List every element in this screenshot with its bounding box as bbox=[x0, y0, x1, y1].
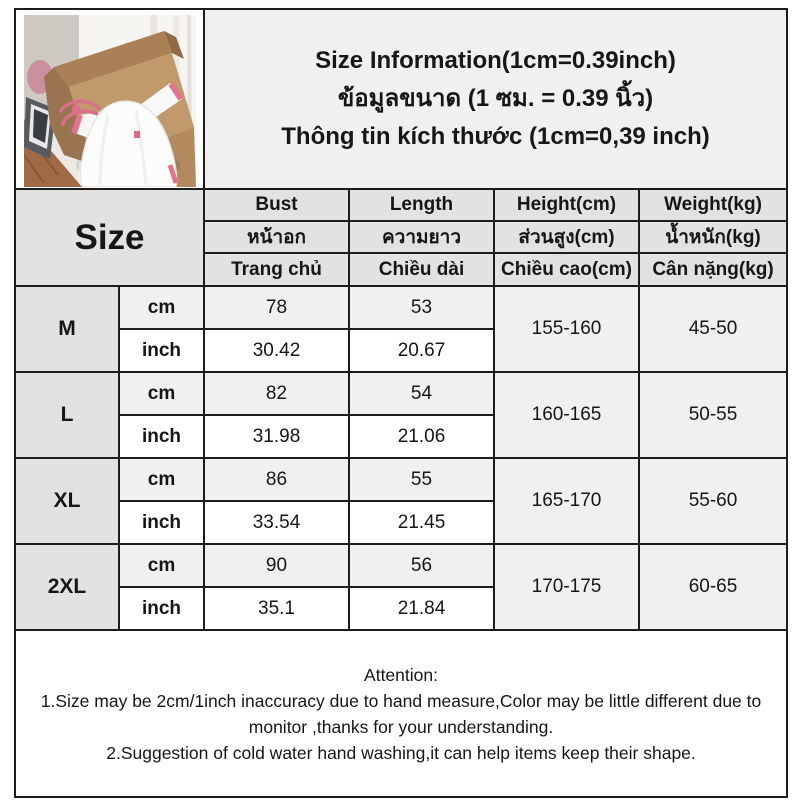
height-range-value: 165-170 bbox=[494, 458, 639, 544]
attention-note bbox=[15, 630, 787, 797]
size-row-label: XL bbox=[15, 458, 119, 544]
header-height-th: ส่วนสูง(cm) bbox=[494, 221, 639, 253]
length-cm-value: 55 bbox=[349, 458, 494, 501]
attention-line-1: 1.Size may be 2cm/1inch inaccuracy due to hand measure,Color may be little different due to monitor ,thanks for your understanding. bbox=[40, 690, 762, 737]
header-weight-vi: Cân nặng(kg) bbox=[639, 253, 787, 286]
chest-logo bbox=[134, 131, 140, 138]
unit-inch-label: inch bbox=[119, 329, 204, 372]
bust-cm-value: 82 bbox=[204, 372, 349, 415]
height-range-value: 170-175 bbox=[494, 544, 639, 630]
size-row-label: 2XL bbox=[15, 544, 119, 630]
size-row-label: L bbox=[15, 372, 119, 458]
size-header: Size bbox=[15, 189, 204, 286]
unit-inch-label: inch bbox=[119, 415, 204, 458]
length-cm-value: 56 bbox=[349, 544, 494, 587]
length-inch-value: 20.67 bbox=[349, 329, 494, 372]
attention-line-2: 2.Suggestion of cold water hand washing,it can help items keep their shape. bbox=[106, 742, 696, 763]
attention-heading: Attention: bbox=[364, 664, 438, 685]
header-bust-en: Bust bbox=[204, 189, 349, 221]
size-row-label: M bbox=[15, 286, 119, 372]
length-cm-value: 54 bbox=[349, 372, 494, 415]
length-cm-value: 53 bbox=[349, 286, 494, 329]
title-english: Size Information(1cm=0.39inch) bbox=[315, 47, 676, 74]
title-vietnamese: Thông tin kích thước (1cm=0,39 inch) bbox=[281, 123, 710, 150]
header-bust-th: หน้าอก bbox=[204, 221, 349, 253]
bust-cm-value: 86 bbox=[204, 458, 349, 501]
unit-inch-label: inch bbox=[119, 587, 204, 630]
size-table bbox=[14, 8, 788, 798]
size-chart-sheet bbox=[14, 8, 788, 798]
weight-range-value: 60-65 bbox=[639, 544, 787, 630]
bust-cm-value: 90 bbox=[204, 544, 349, 587]
product-photo bbox=[24, 15, 196, 187]
unit-inch-label: inch bbox=[119, 501, 204, 544]
weight-range-value: 55-60 bbox=[639, 458, 787, 544]
height-range-value: 160-165 bbox=[494, 372, 639, 458]
unit-cm-label: cm bbox=[119, 286, 204, 329]
unit-cm-label: cm bbox=[119, 372, 204, 415]
weight-range-value: 50-55 bbox=[639, 372, 787, 458]
header-height-en: Height(cm) bbox=[494, 189, 639, 221]
product-photo-cell bbox=[15, 9, 204, 189]
bust-cm-value: 78 bbox=[204, 286, 349, 329]
length-inch-value: 21.06 bbox=[349, 415, 494, 458]
header-length-th: ความยาว bbox=[349, 221, 494, 253]
title-block bbox=[204, 9, 787, 189]
weight-range-value: 45-50 bbox=[639, 286, 787, 372]
header-height-vi: Chiều cao(cm) bbox=[494, 253, 639, 286]
length-inch-value: 21.84 bbox=[349, 587, 494, 630]
bust-inch-value: 33.54 bbox=[204, 501, 349, 544]
unit-cm-label: cm bbox=[119, 544, 204, 587]
title-thai: ข้อมูลขนาด (1 ซม. = 0.39 นิ้ว) bbox=[337, 85, 654, 112]
header-length-vi: Chiều dài bbox=[349, 253, 494, 286]
header-weight-en: Weight(kg) bbox=[639, 189, 787, 221]
bust-inch-value: 30.42 bbox=[204, 329, 349, 372]
bust-inch-value: 31.98 bbox=[204, 415, 349, 458]
bust-inch-value: 35.1 bbox=[204, 587, 349, 630]
unit-cm-label: cm bbox=[119, 458, 204, 501]
header-length-en: Length bbox=[349, 189, 494, 221]
height-range-value: 155-160 bbox=[494, 286, 639, 372]
header-weight-th: น้ำหนัก(kg) bbox=[639, 221, 787, 253]
length-inch-value: 21.45 bbox=[349, 501, 494, 544]
header-bust-vi: Trang chủ bbox=[204, 253, 349, 286]
